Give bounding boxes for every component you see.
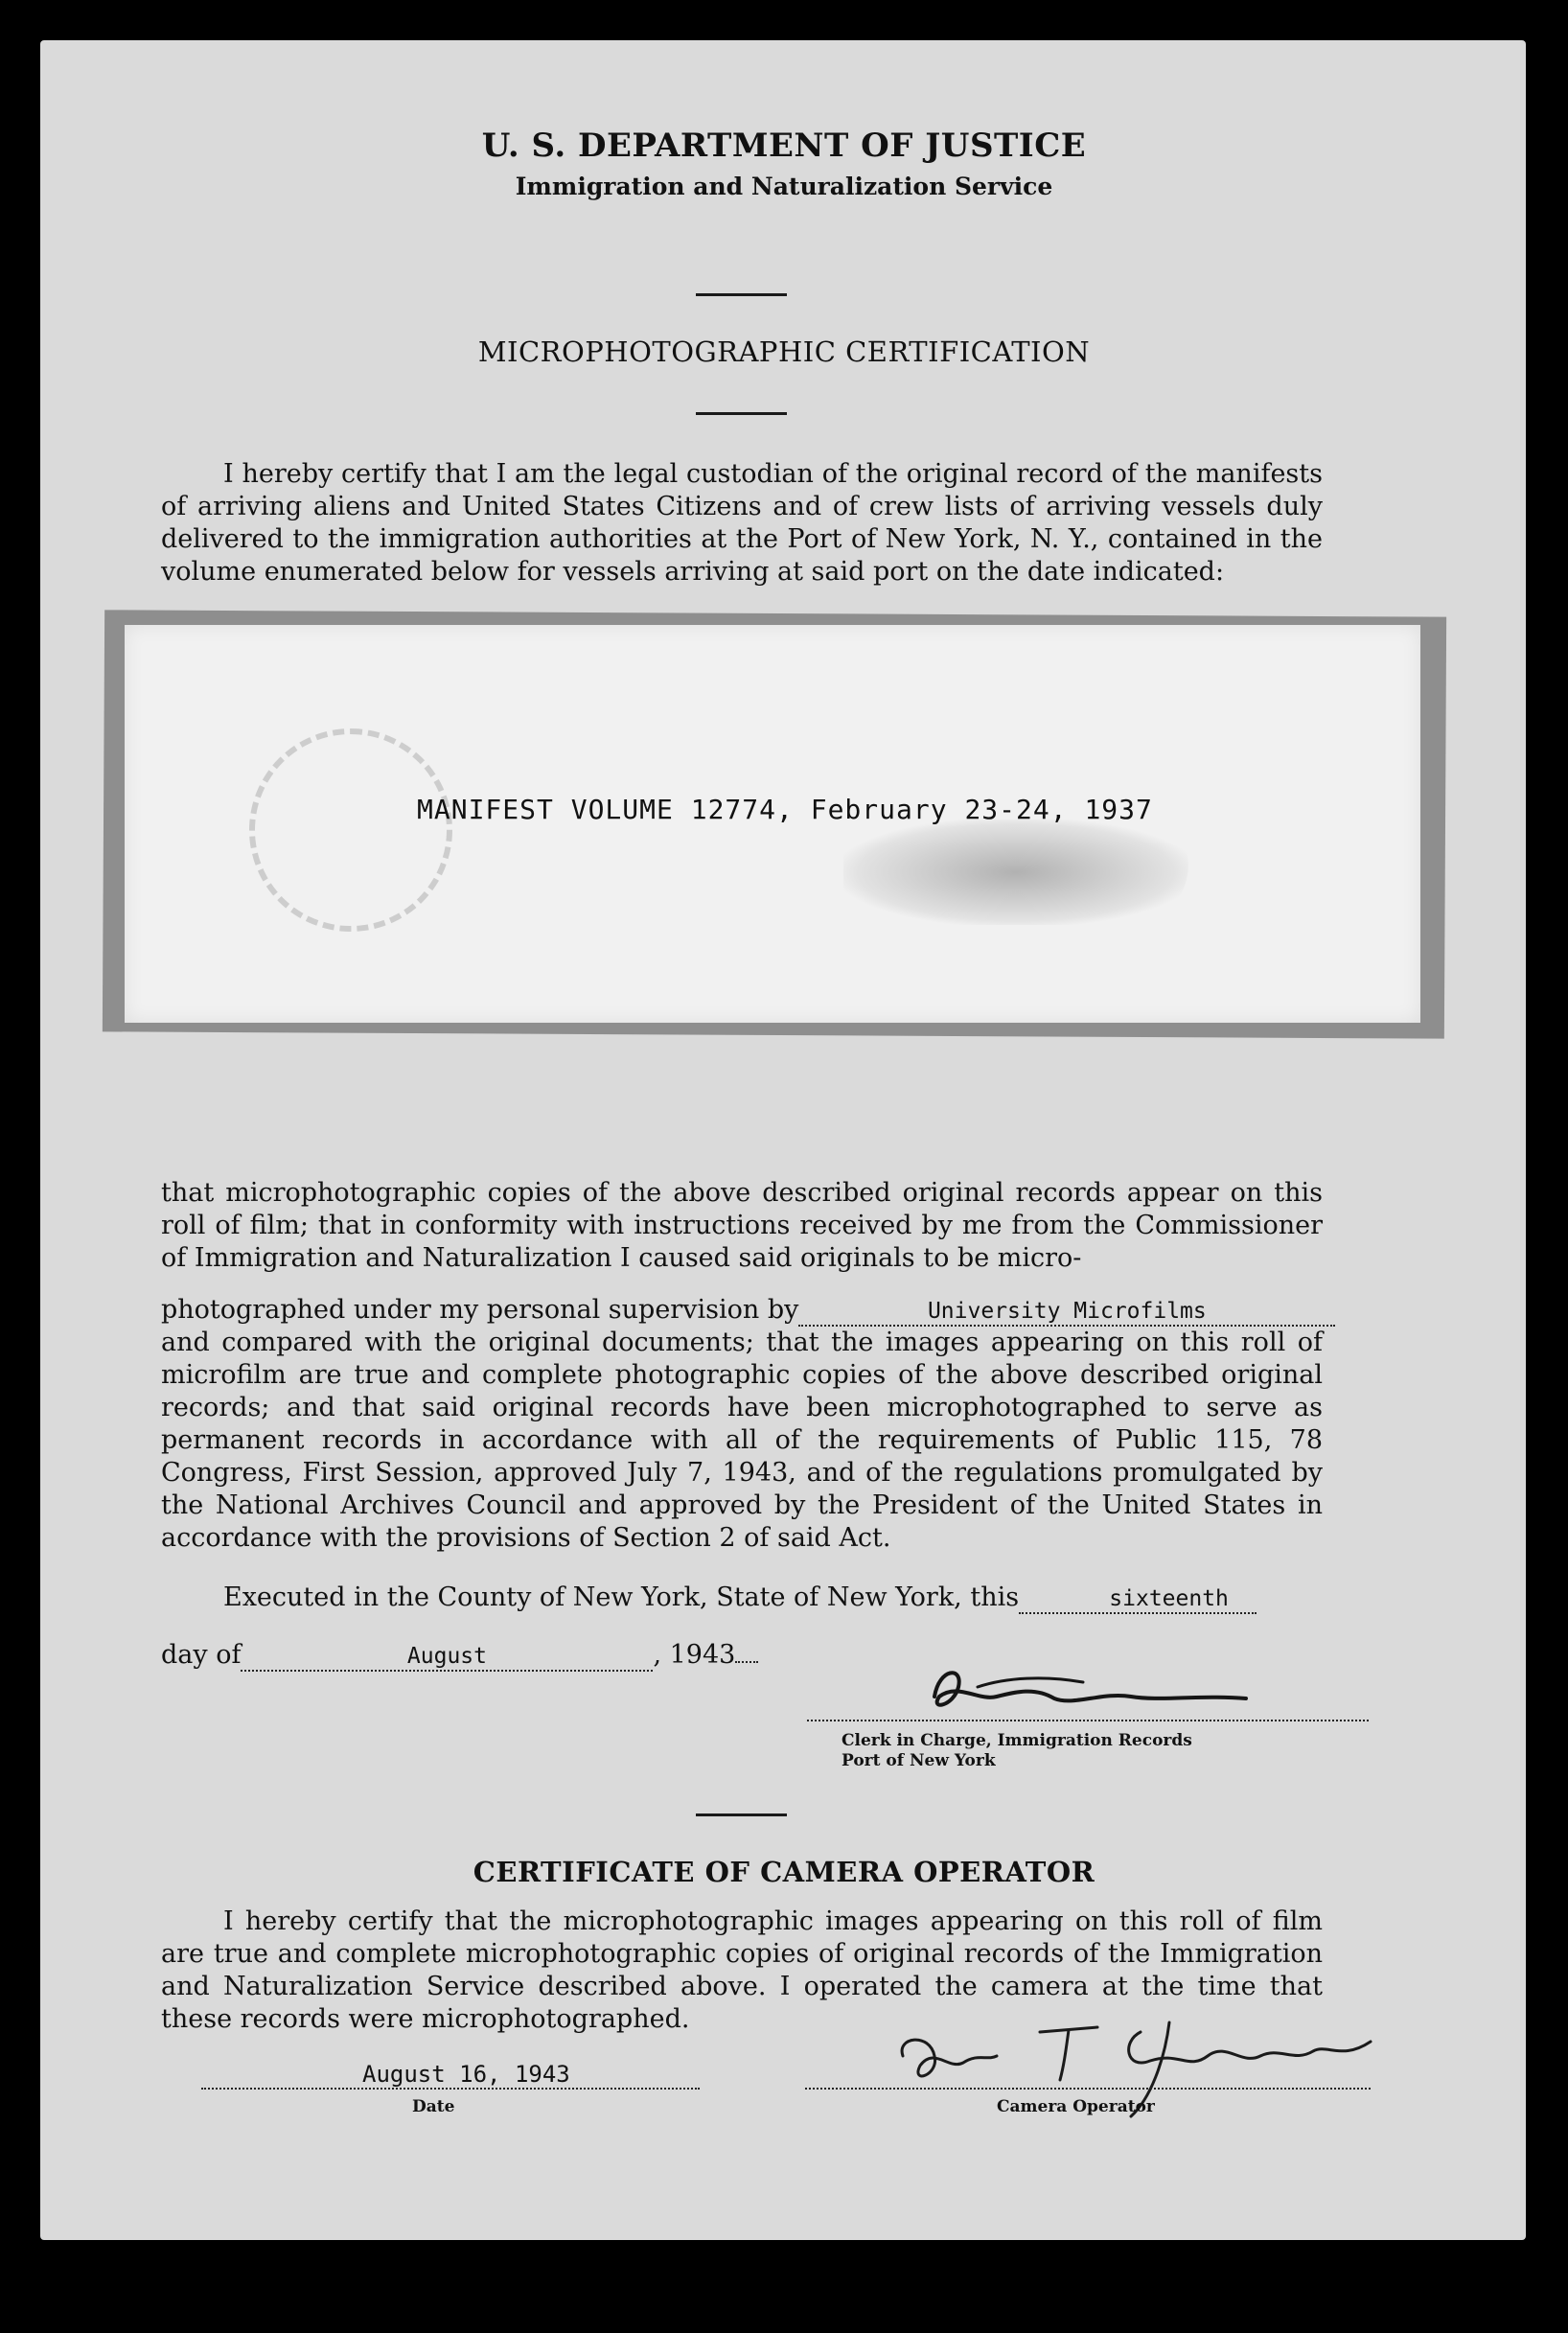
supervision-prefix: photographed under my personal supervision by [161,1295,799,1325]
manifest-volume-label: MANIFEST VOLUME 12774, February 23-24, 1937 [417,794,1153,825]
department-title: U. S. DEPARTMENT OF JUSTICE [481,127,1087,165]
certification-title: MICROPHOTOGRAPHIC CERTIFICATION [477,335,1091,368]
divider [696,412,787,415]
camera-operator-title: CERTIFICATE OF CAMERA OPERATOR [473,1856,1095,1888]
clerk-signature-line [807,1720,1369,1721]
day-of-month-value: August [241,1643,653,1672]
certification-body-part1: that microphotographic copies of the above described original records appear on this roll of film; that in conformity with instructions received by me from the Commissioner of Immigration and Naturalization I caused said originals to be micro- [161,1178,1323,1273]
camera-operator-text: I hereby certify that the microphotographic images appearing on this roll of film are true and complete microphotographic copies of original records of the Immigration and Naturalization Service described above. I operated the camera at the time that these records were microphotographed. [161,1906,1323,2034]
clerk-title-line2: Port of New York [842,1751,996,1770]
executed-line [161,1582,1323,1614]
clerk-signature [920,1658,1284,1725]
executed-day-value: sixteenth [1019,1585,1257,1614]
divider [696,293,787,296]
certification-intro: I hereby certify that I am the legal custodian of the original record of the manifests of arriving aliens and United States Citizens and of crew lists of arriving vessels duly delivered to the immigration authorities at the Port of New York, N. Y., contained in the volume enumerated below for vessels arriving at said port on the date indicated: [161,459,1323,587]
supervision-value: University Microfilms [798,1298,1335,1327]
divider [696,1813,787,1816]
date-label: Date [412,2097,455,2116]
year-value: , 1943 [653,1640,736,1670]
service-subtitle: Immigration and Naturalization Service [515,173,1053,200]
day-of-prefix: day of [161,1640,242,1670]
camera-operator-line [805,2088,1371,2090]
clerk-title-line1: Clerk in Charge, Immigration Records [842,1731,1192,1750]
executed-prefix: Executed in the County of New York, State of New York, this [223,1582,1020,1612]
camera-date-value: August 16, 1943 [362,2061,570,2088]
certification-body-part2: and compared with the original documents; that the images appearing on this roll of microfilm are true and complete photographic copies of the above described original records; and that said original records have been microphotographed to serve as permanent records in accordance with all of the requirements of Public 115, 78 Congress, First Session, approved July 7, 1943, and of the regulations promulgated by the National Archives Council and approved by the President of the United States in accordance with the provisions of Section 2 of said Act. [161,1328,1323,1553]
ink-smudge [843,820,1188,925]
supervision-line [161,1294,1323,1327]
date-line [201,2088,700,2090]
faded-stamp [249,728,452,932]
year-fill [735,1661,758,1663]
camera-operator-label: Camera Operator [997,2097,1155,2116]
